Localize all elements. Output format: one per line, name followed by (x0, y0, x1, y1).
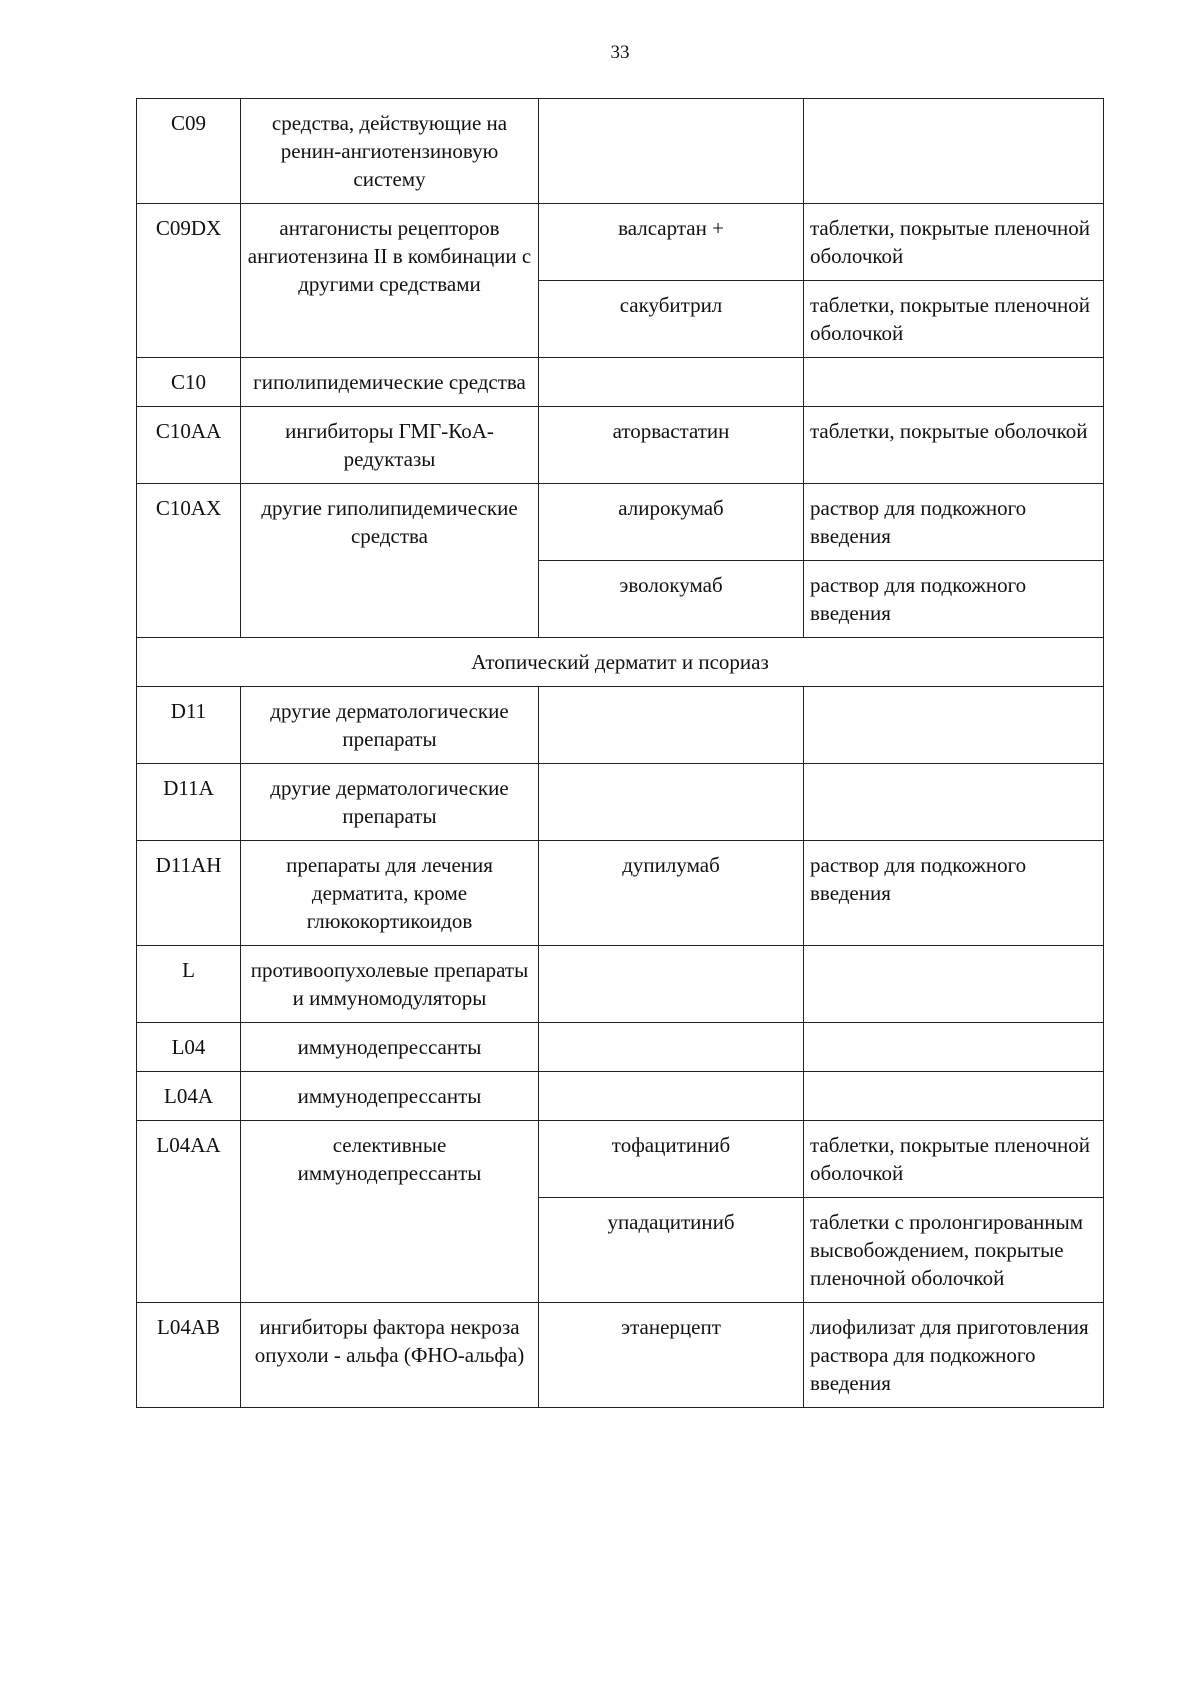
atc-code-cell: C09 (137, 99, 241, 204)
dosage-form-cell (804, 687, 1104, 764)
table-row (137, 764, 1104, 841)
table-row (137, 1121, 1104, 1198)
drug-name-cell: дупилумаб (539, 841, 804, 946)
atc-code-cell: C10AA (137, 407, 241, 484)
atc-code-cell: L04A (137, 1072, 241, 1121)
atc-code-cell: D11A (137, 764, 241, 841)
table-row (137, 1303, 1104, 1408)
atc-code-cell: D11 (137, 687, 241, 764)
dosage-form-cell: таблетки, покрытые пленочной оболочкой (804, 281, 1104, 358)
drug-name-cell: аторвастатин (539, 407, 804, 484)
dosage-form-cell (804, 1023, 1104, 1072)
atc-code-cell: C10 (137, 358, 241, 407)
drug-name-cell (539, 358, 804, 407)
dosage-form-cell: лиофилизат для приготовления раствора для подкожного введения (804, 1303, 1104, 1408)
dosage-form-cell (804, 946, 1104, 1023)
dosage-form-cell (804, 358, 1104, 407)
anatomical-group-cell: другие дерматологические препараты (241, 687, 539, 764)
dosage-form-cell: таблетки, покрытые оболочкой (804, 407, 1104, 484)
atc-code-cell: C10AX (137, 484, 241, 638)
atc-code-cell: D11AH (137, 841, 241, 946)
drug-name-cell (539, 1072, 804, 1121)
atc-code-cell: L04 (137, 1023, 241, 1072)
dosage-form-cell: раствор для подкожного введения (804, 841, 1104, 946)
drug-name-cell: эволокумаб (539, 561, 804, 638)
anatomical-group-cell: антагонисты рецепторов ангиотензина II в комбинации с другими средствами (241, 204, 539, 358)
anatomical-group-cell: гиполипидемические средства (241, 358, 539, 407)
table-row (137, 687, 1104, 764)
table-row (137, 407, 1104, 484)
dosage-form-cell: таблетки, покрытые пленочной оболочкой (804, 1121, 1104, 1198)
dosage-form-cell: раствор для подкожного введения (804, 561, 1104, 638)
atc-code-cell: C09DX (137, 204, 241, 358)
dosage-form-cell: раствор для подкожного введения (804, 484, 1104, 561)
drug-name-cell (539, 946, 804, 1023)
page-number: 33 (610, 42, 630, 63)
anatomical-group-cell: противоопухолевые препараты и иммуномодуляторы (241, 946, 539, 1023)
table-row (137, 1023, 1104, 1072)
dosage-form-cell (804, 764, 1104, 841)
drug-name-cell (539, 1023, 804, 1072)
drug-name-cell: тофацитиниб (539, 1121, 804, 1198)
drug-name-cell: алирокумаб (539, 484, 804, 561)
table-row (137, 484, 1104, 561)
drug-table (136, 98, 1104, 1408)
anatomical-group-cell: другие гиполипидемические средства (241, 484, 539, 638)
atc-code-cell: L04AA (137, 1121, 241, 1303)
section-heading: Атопический дерматит и псориаз (137, 638, 1104, 687)
dosage-form-cell (804, 99, 1104, 204)
drug-name-cell (539, 687, 804, 764)
drug-name-cell: сакубитрил (539, 281, 804, 358)
dosage-form-cell (804, 1072, 1104, 1121)
atc-code-cell: L (137, 946, 241, 1023)
table-row (137, 946, 1104, 1023)
anatomical-group-cell: препараты для лечения дерматита, кроме глюкокортикоидов (241, 841, 539, 946)
anatomical-group-cell: иммунодепрессанты (241, 1072, 539, 1121)
table-row (137, 358, 1104, 407)
anatomical-group-cell: ингибиторы ГМГ-КоА-редуктазы (241, 407, 539, 484)
anatomical-group-cell: ингибиторы фактора некроза опухоли - альфа (ФНО-альфа) (241, 1303, 539, 1408)
drug-name-cell: упадацитиниб (539, 1198, 804, 1303)
drug-name-cell: валсартан + (539, 204, 804, 281)
section-row (137, 638, 1104, 687)
anatomical-group-cell: средства, действующие на ренин-ангиотензиновую систему (241, 99, 539, 204)
anatomical-group-cell: другие дерматологические препараты (241, 764, 539, 841)
table-row (137, 1072, 1104, 1121)
drug-name-cell (539, 99, 804, 204)
atc-code-cell: L04AB (137, 1303, 241, 1408)
table-row (137, 99, 1104, 204)
drug-name-cell: этанерцепт (539, 1303, 804, 1408)
dosage-form-cell: таблетки, покрытые пленочной оболочкой (804, 204, 1104, 281)
dosage-form-cell: таблетки с пролонгированным высвобождением, покрытые пленочной оболочкой (804, 1198, 1104, 1303)
anatomical-group-cell: селективные иммунодепрессанты (241, 1121, 539, 1303)
anatomical-group-cell: иммунодепрессанты (241, 1023, 539, 1072)
table-row (137, 841, 1104, 946)
table-row (137, 204, 1104, 281)
drug-name-cell (539, 764, 804, 841)
